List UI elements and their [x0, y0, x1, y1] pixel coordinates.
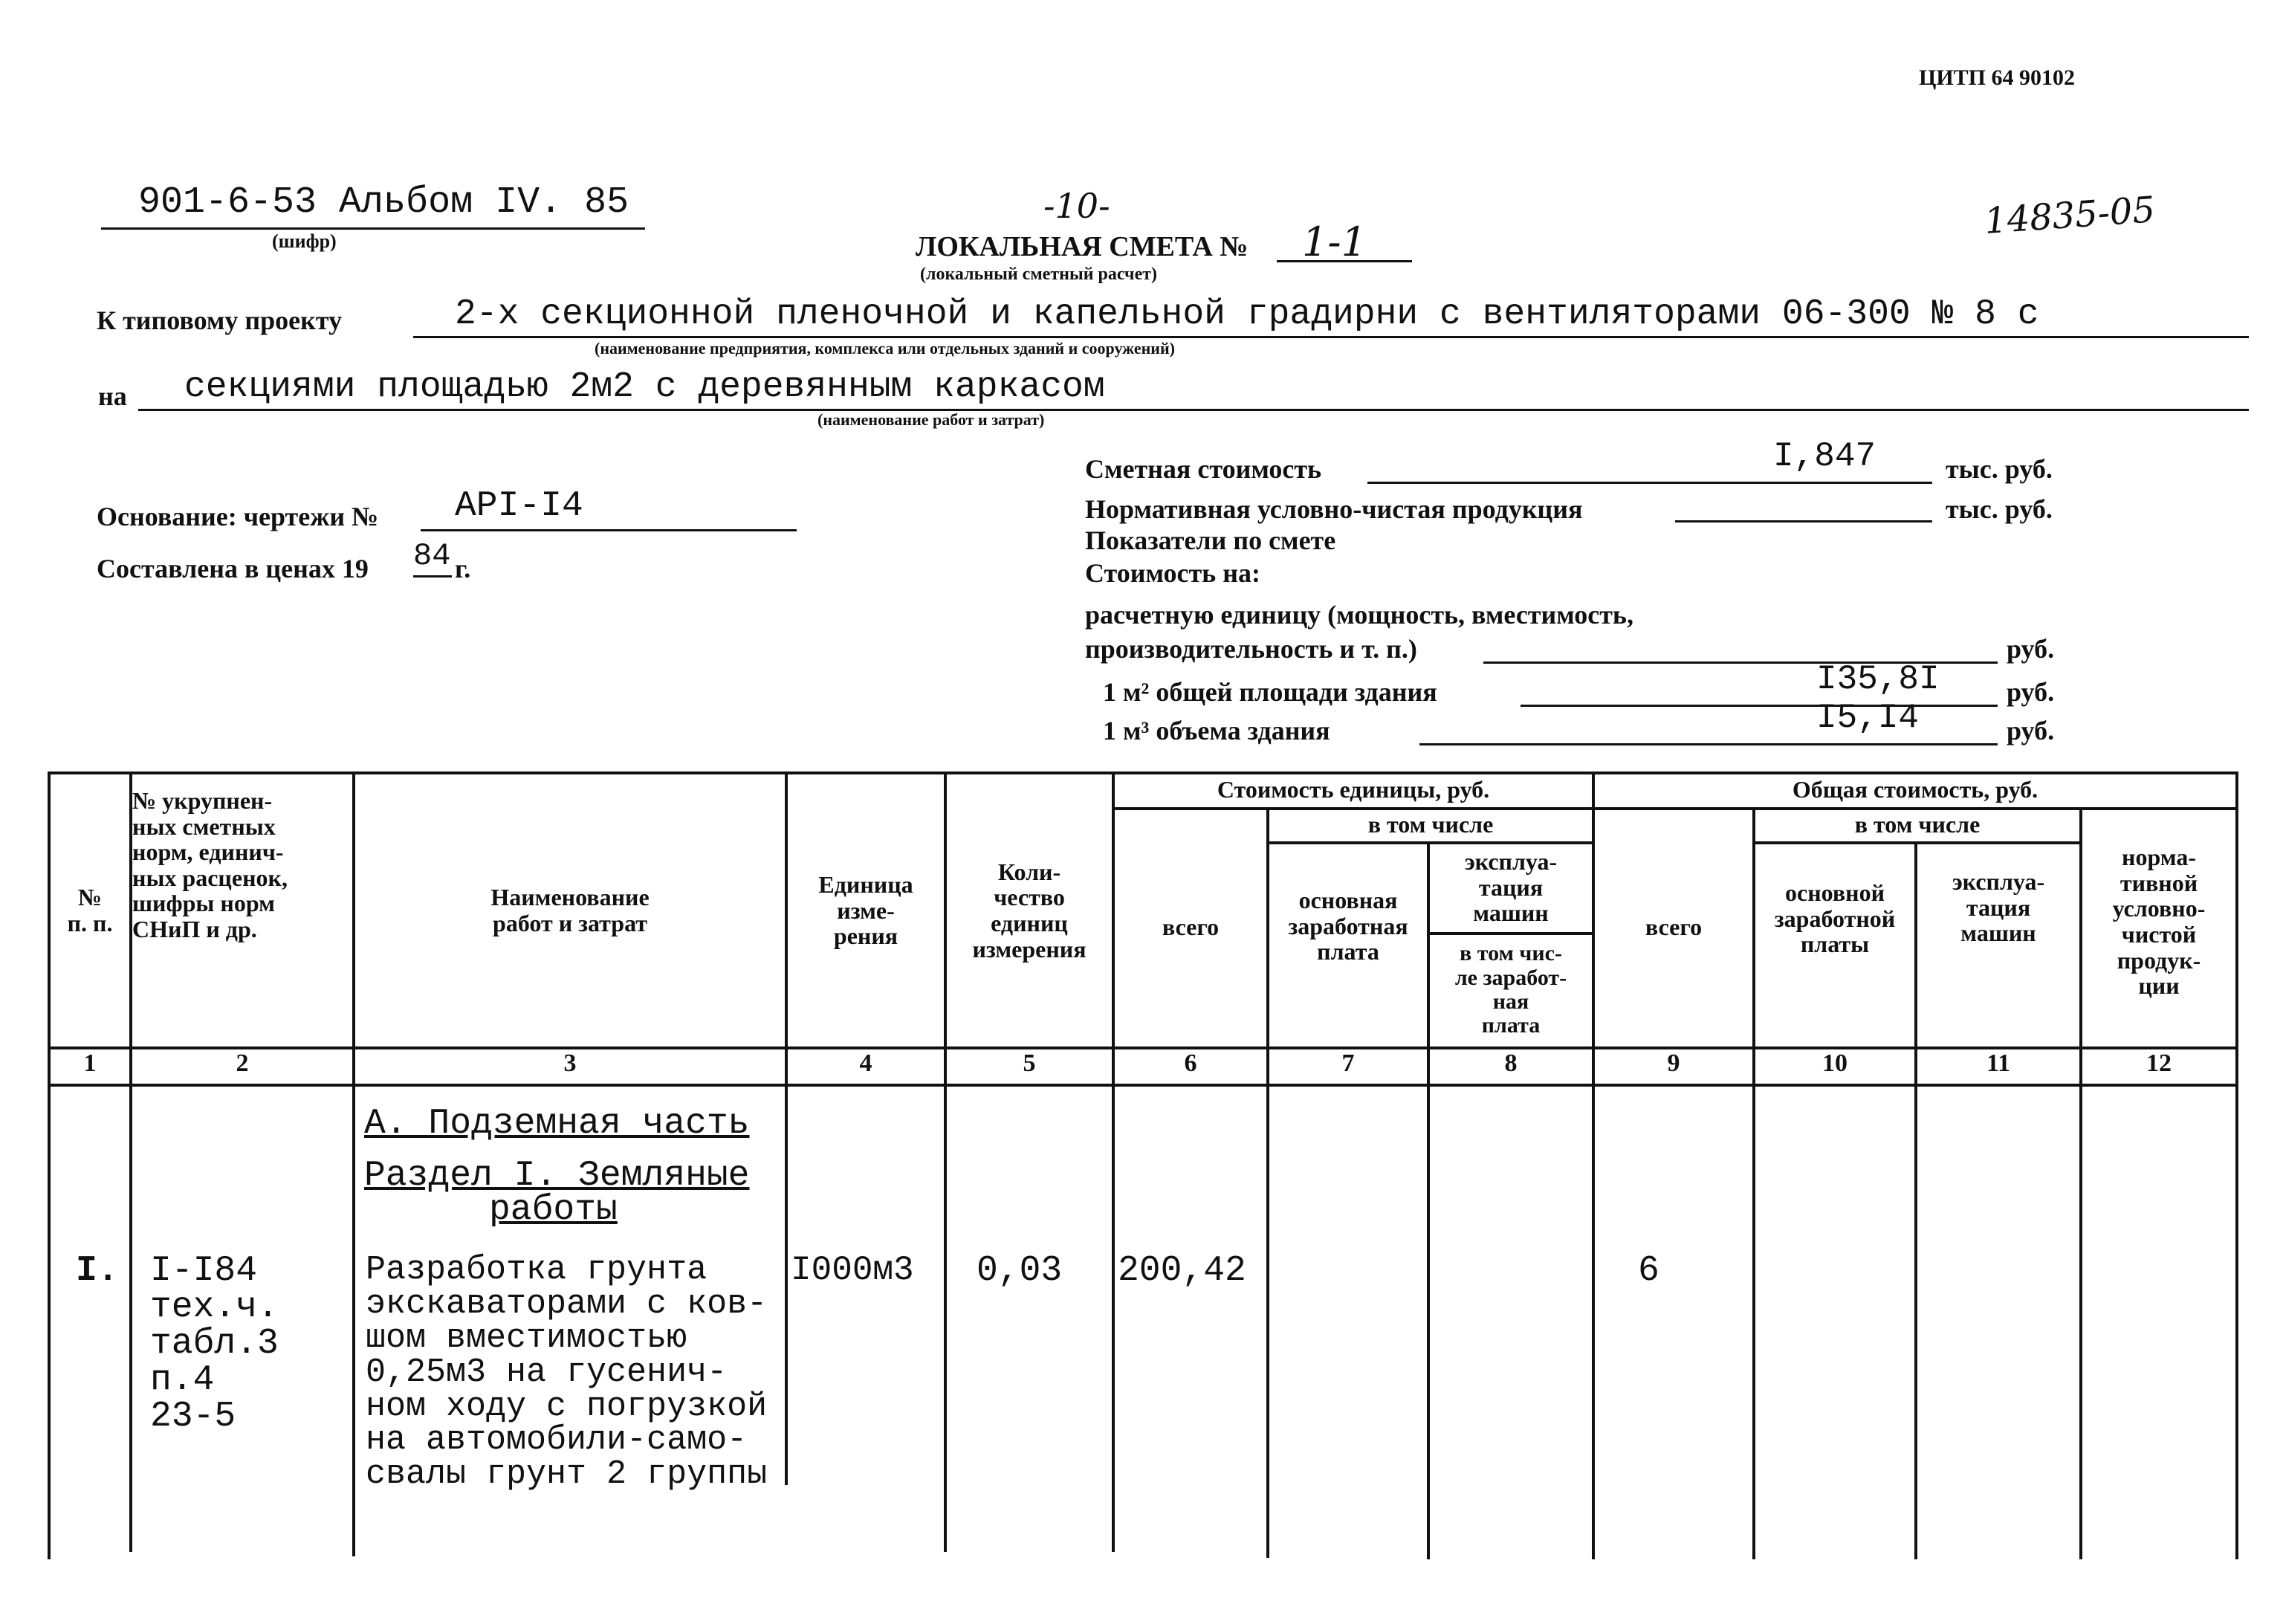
project-value: 2-х секционной пленочной и капельной градирни с вентиляторами 06-300 № 8 с: [455, 294, 2039, 334]
col-num-12: 12: [2146, 1049, 2172, 1077]
cipher-value: 901-6-53 Альбом IV. 85: [138, 181, 629, 224]
area-unit: руб.: [2007, 677, 2055, 707]
net-underline: [1675, 520, 1932, 523]
col-num-5: 5: [1023, 1049, 1036, 1077]
estimate-title: ЛОКАЛЬНАЯ СМЕТА №: [916, 231, 1249, 262]
works-value: секциями площадью 2м2 с деревянным каркасом: [184, 367, 1105, 407]
estimate-number-underline: [1277, 260, 1412, 262]
header-total-machines: эксплуа- тация машин: [1952, 868, 2045, 947]
works-caption: (наименование работ и затрат): [817, 410, 1045, 429]
header-work-name: Наименование работ и затрат: [490, 884, 650, 936]
project-label: К типовому проекту: [97, 305, 343, 335]
col-num-4: 4: [859, 1049, 872, 1077]
page-number: -10-: [1043, 186, 1110, 226]
cost-label: Сметная стоимость: [1085, 454, 1322, 484]
prices-prefix: Составлена в ценах 19: [97, 554, 369, 583]
basis-value: АРI-I4: [455, 486, 583, 526]
section-1-heading: Раздел I. Земляные: [364, 1156, 750, 1196]
project-caption: (наименование предприятия, комплекса или отдельных зданий и сооружений): [595, 339, 1175, 358]
col-num-6: 6: [1184, 1049, 1197, 1077]
row-quantity: 0,03: [977, 1251, 1063, 1291]
col-num-9: 9: [1667, 1049, 1680, 1077]
row-unit-total: 200,42: [1118, 1251, 1246, 1291]
header-norm-code: № укрупнен- ных сметных норм, единич- ных расценок, шифры норм СНиП и др.: [132, 787, 288, 942]
cost-unit: тыс. руб.: [1946, 454, 2053, 484]
unit-unit: руб.: [2007, 634, 2055, 664]
row-unit: I000м3: [791, 1251, 914, 1290]
prices-year-underline: [413, 575, 452, 578]
section-a-heading: А. Подземная часть: [364, 1104, 750, 1144]
volume-label: 1 м³ объема здания: [1103, 716, 1330, 745]
header-total: всего: [1645, 913, 1703, 940]
row-norm-code: I-I84 тех.ч. табл.3 п.4 23-5: [150, 1251, 279, 1437]
area-label: 1 м² общей площади здания: [1103, 677, 1437, 707]
volume-underline: [1419, 743, 1998, 745]
area-underline: [1521, 705, 1998, 707]
cost-value: I,847: [1773, 437, 1876, 476]
section-1-subheading: работы: [489, 1190, 618, 1230]
header-row-number: № п. п.: [67, 884, 113, 936]
col-num-1: 1: [83, 1049, 97, 1077]
header-unit-machine-wage: в том чис- ле заработ- ная плата: [1454, 941, 1567, 1038]
net-label: Нормативная условно-чистая продукция: [1085, 494, 1583, 524]
works-label: на: [98, 381, 127, 411]
cipher-underline: [101, 227, 645, 230]
col-num-10: 10: [1822, 1049, 1848, 1077]
prices-suffix: г.: [455, 554, 471, 583]
header-unit-machines: эксплуа- тация машин: [1464, 848, 1558, 927]
volume-unit: руб.: [2007, 716, 2055, 745]
row-number: I.: [76, 1251, 119, 1291]
basis-label: Основание: чертежи №: [97, 502, 379, 531]
header-unit-cost: Стоимость единицы, руб.: [1217, 775, 1490, 803]
area-value: I35,8I: [1816, 660, 1940, 699]
row-work-name: Разработка грунта экскаваторами с ков- шом вместимостью 0,25м3 на гусенич- ном ходу с погрузкой на автомобили-само- свалы грунт 2 группы: [366, 1251, 768, 1494]
cost-on-label: Стоимость на:: [1085, 558, 1260, 588]
col-line-12: [2235, 771, 2238, 1559]
estimate-number: 1-1: [1302, 219, 1367, 265]
header-unit: Единица изме- рения: [818, 871, 913, 950]
unit-label-2: производительность и т. п.): [1085, 634, 1417, 664]
header-unit-total: всего: [1162, 913, 1220, 940]
col-num-11: 11: [1986, 1049, 2011, 1077]
archive-number: 14835-05: [1983, 189, 2157, 242]
row-total: 6: [1638, 1251, 1659, 1291]
net-unit: тыс. руб.: [1946, 494, 2053, 524]
estimate-table: [48, 771, 2238, 1568]
corner-code: ЦИТП 64 90102: [1919, 65, 2076, 90]
column-number-line: [48, 1084, 2238, 1087]
unit-label-1: расчетную единицу (мощность, вместимость,: [1085, 600, 1633, 630]
col-num-3: 3: [563, 1049, 577, 1077]
col-num-8: 8: [1504, 1049, 1518, 1077]
basis-underline: [421, 529, 797, 531]
estimate-subtitle: (локальный сметный расчет): [920, 265, 1158, 284]
volume-value: I5,I4: [1816, 699, 1920, 737]
header-unit-wage: основная заработная плата: [1288, 887, 1408, 965]
header-total-cost: Общая стоимость, руб.: [1792, 775, 2038, 803]
cost-underline: [1367, 482, 1932, 484]
indicators-label: Показатели по смете: [1085, 525, 1336, 555]
header-quantity: Коли- чество единиц измерения: [972, 858, 1087, 963]
header-net-product: норма- тивной условно- чистой продук- ции: [2112, 844, 2206, 1000]
header-incl-1: в том числе: [1367, 810, 1494, 838]
prices-year: 84: [413, 538, 451, 574]
header-incl-2: в том числе: [1854, 810, 1981, 838]
header-total-wage: основной заработной платы: [1774, 879, 1896, 958]
col-num-7: 7: [1341, 1049, 1355, 1077]
project-underline: [413, 336, 2249, 338]
works-underline: [138, 409, 2249, 411]
cipher-caption: (шифр): [272, 230, 337, 252]
col-num-2: 2: [236, 1049, 249, 1077]
